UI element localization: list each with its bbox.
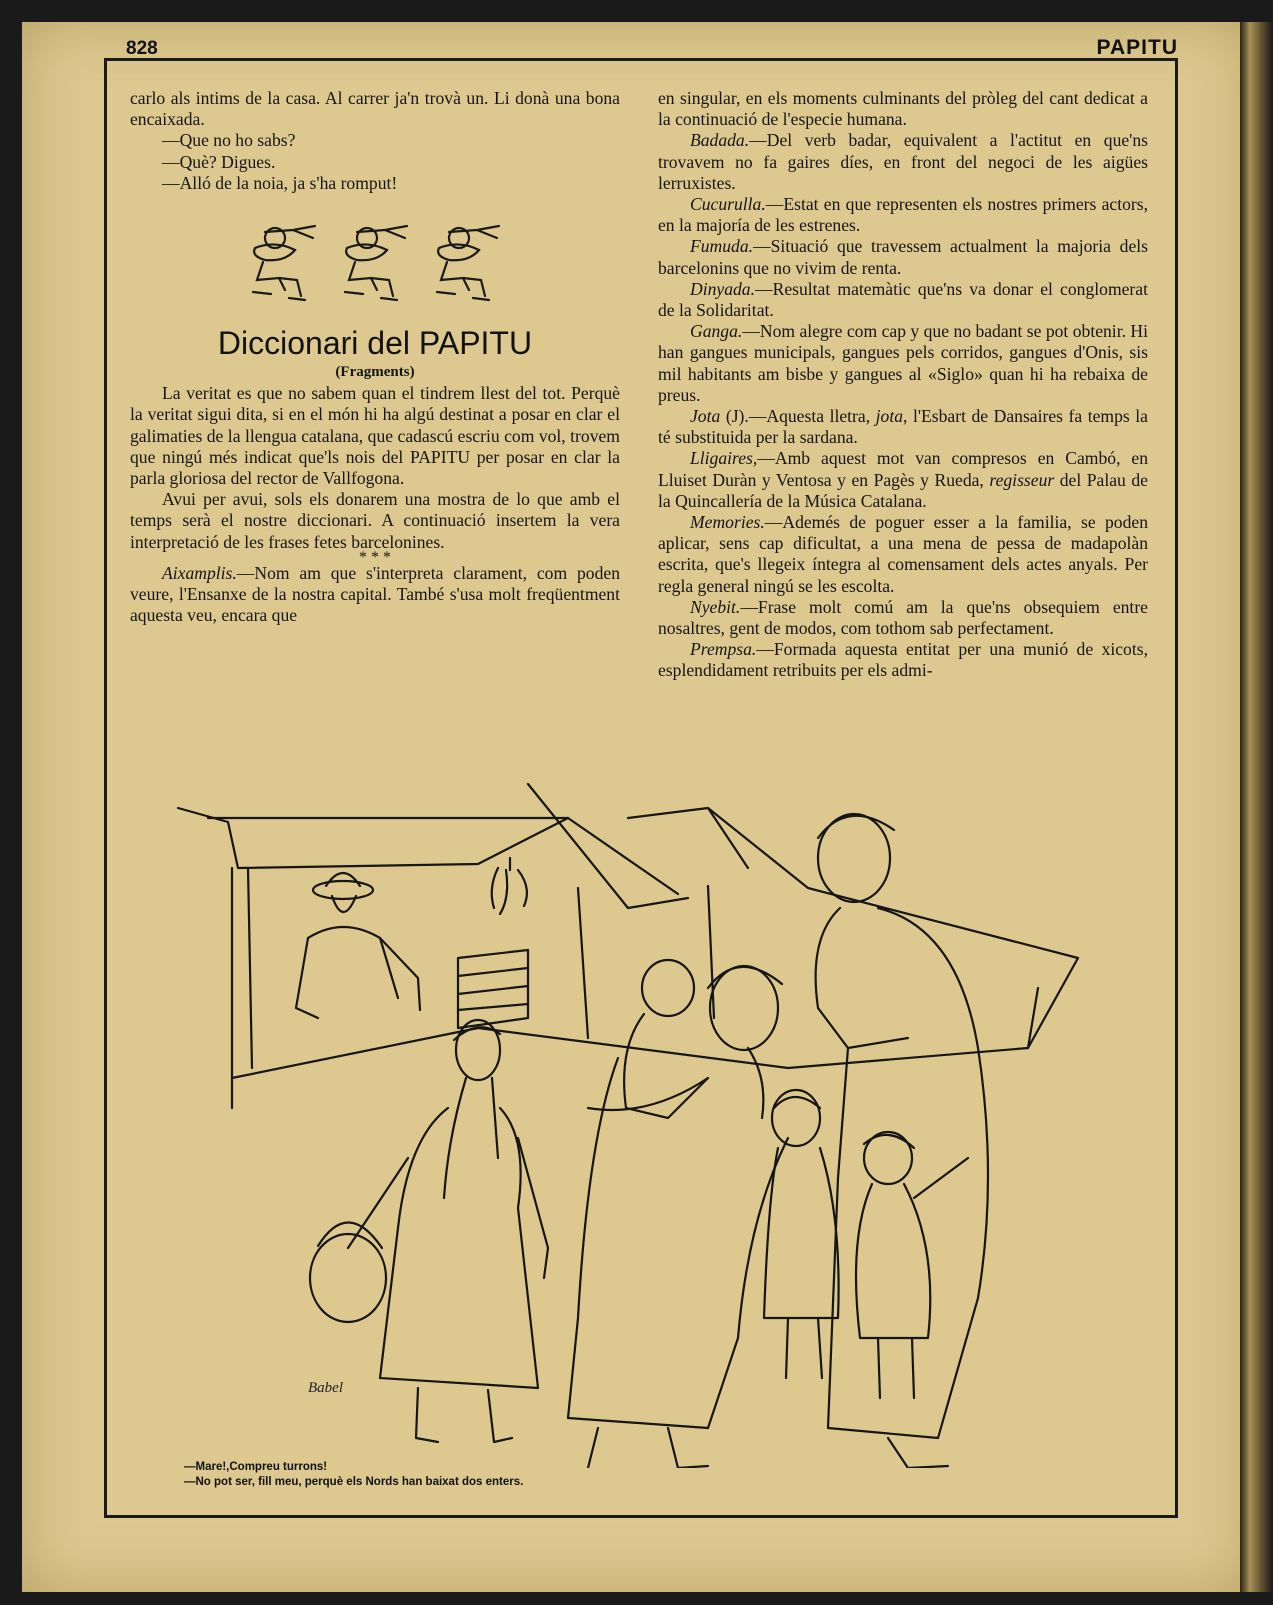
figurine-3 xyxy=(437,226,499,300)
entry-term: Nyebit. xyxy=(690,596,741,617)
illustration-caption xyxy=(184,1460,523,1490)
entry-text: , l'Esbart de Dansaires fa temps la té substituida per la sardana. xyxy=(658,406,1148,448)
entry-text: (J).—Aquesta lletra, xyxy=(720,406,876,427)
dictionary-entry xyxy=(658,448,1148,512)
entry-emphasis: regisseur xyxy=(989,469,1055,490)
entry-text: —Frase molt comú am la que'ns obsequiem entre nosaltres, gent de modos, com tothom sab perfectament. xyxy=(658,596,1148,639)
dialog-line: —Què? Digues. xyxy=(162,151,276,172)
small-child xyxy=(764,1090,839,1378)
stacked-crates xyxy=(458,950,528,1028)
body-paragraph: La veritat es que no sabem quan el tindrem llest del tot. Perquè la veritat sigui dita, si en el món hi ha algú destinat a posar en clar el galimaties de la llengua catalana, que cadascú escriu com vol, trovem que ningú més indicat que'ls nois del PAPITU per posar en clar la parla gloriosa del rector de Vallfogona. xyxy=(130,383,620,489)
dictionary-entry xyxy=(658,194,1148,236)
dictionary-entry xyxy=(658,406,1148,448)
entry-text: —Amb aquest mot van compresos en Cambó, en Lluiset Duràn y Ventosa y en Pagès y Rueda, xyxy=(658,448,1148,490)
dictionary-entry xyxy=(658,236,1148,278)
entry-text: —Nom am que s'interpreta clarament, com poden veure, l'Ensanxe de la nostra capital. També s'usa molt freqüentment aquesta veu, encara que xyxy=(130,562,620,626)
entry-text: —Formada aquesta entitat per una munió de xicots, esplendidament retribuits per els admi- xyxy=(658,639,1148,681)
entry-term: Prempsa. xyxy=(690,639,757,660)
entry-term: Lligaires, xyxy=(690,448,758,469)
market-stall xyxy=(178,784,1078,1108)
entry-term: Cucurulla. xyxy=(690,194,766,215)
market-scene-illustration xyxy=(148,778,1138,1468)
decorative-figurines xyxy=(235,218,515,310)
girl-with-basket xyxy=(310,1020,548,1442)
figurine-2 xyxy=(345,226,407,300)
dictionary-entry xyxy=(658,279,1148,321)
dialog-line: —Que no ho sabs? xyxy=(162,130,296,151)
dictionary-entry xyxy=(658,639,1148,681)
right-column xyxy=(658,88,1148,682)
vendor-figure xyxy=(296,873,420,1018)
page-number: 828 xyxy=(126,38,158,59)
artist-signature: Babel xyxy=(308,1380,343,1396)
journal-name: PAPITU xyxy=(1096,36,1178,59)
mother-with-baby xyxy=(568,960,788,1468)
entry-text: —Estat en que representen els nostres primers actors, en la majoría de les estrenes. xyxy=(658,194,1148,236)
book-spine xyxy=(1240,22,1273,1592)
dialog-line: —Alló de la noia, ja s'ha romput! xyxy=(162,172,398,193)
dictionary-entry xyxy=(658,130,1148,194)
caption-line: —No pot ser, fill meu, perquè els Nords han baixat dos enters. xyxy=(184,1476,524,1488)
entry-term: Ganga. xyxy=(690,321,743,342)
entry-text: del Palau de la Quincallería de la Música Catalana. xyxy=(658,469,1148,511)
dictionary-entry xyxy=(658,321,1148,406)
intro-paragraph: carlo als intims de la casa. Al carrer ja'n trovà un. Li donà una bona encaixada. xyxy=(130,88,620,130)
dictionary-entry xyxy=(658,512,1148,597)
left-column xyxy=(130,88,620,626)
continuation-paragraph: en singular, en els moments culminants del pròleg del cant dedicat a la continuació de l'especie humana. xyxy=(658,88,1148,130)
entry-term: Memories. xyxy=(690,512,765,533)
entry-term: Badada. xyxy=(690,130,750,151)
entry-term: Aixamplis. xyxy=(162,562,237,583)
entry-text: —Resultat matemàtic que'ns va donar el conglomerat de la Solidaritat. xyxy=(658,278,1148,321)
entry-text: —Ademés de poguer esser a la familia, se poden aplicar, sens cap dificultat, a una mena de pessa de madapolàn escrita, que's llegeix íntegra al comensament dels actes anyals. Per regla general ningú se les escolta. xyxy=(658,512,1148,596)
entry-text: —Del verb badar, equivalent a l'actitut en que'ns trovavem no fa gaires díes, en front del negoci de les aigües lerruxistes. xyxy=(658,130,1148,193)
dictionary-entry xyxy=(658,597,1148,639)
section-subtitle: (Fragments) xyxy=(335,364,415,381)
entry-term: Dinyada. xyxy=(690,278,755,299)
dictionary-entry xyxy=(130,563,620,627)
caption-line: —Mare!,Compreu turrons! xyxy=(184,1461,328,1473)
body-paragraph: Avui per avui, sols els donarem una mostra de lo que amb el temps serà el nostre diccionari. A continuació insertem la vera interpretació de les frases fetes barcelonines. xyxy=(130,489,620,552)
entry-text: —Situació que travessem actualment la majoria dels barcelonins que no vivim de renta. xyxy=(658,236,1148,278)
entry-term: Jota xyxy=(690,406,721,427)
entry-text: —Nom alegre com cap y que no badant se pot obtenir. Hi han gangues municipals, gangues pels corridos, gangues d'Onis, sis mil habitants am bisbe y gangues al «Siglo» quan hi ha rebaixa de preus. xyxy=(658,321,1148,405)
figurine-1 xyxy=(253,226,315,300)
entry-emphasis: jota xyxy=(875,406,904,427)
entry-term: Fumuda. xyxy=(690,236,754,257)
section-title: Diccionari del PAPITU xyxy=(217,325,533,362)
hanging-bananas xyxy=(492,858,527,914)
child-holding-skirt xyxy=(856,1132,968,1398)
asterism: * * * xyxy=(359,548,391,566)
